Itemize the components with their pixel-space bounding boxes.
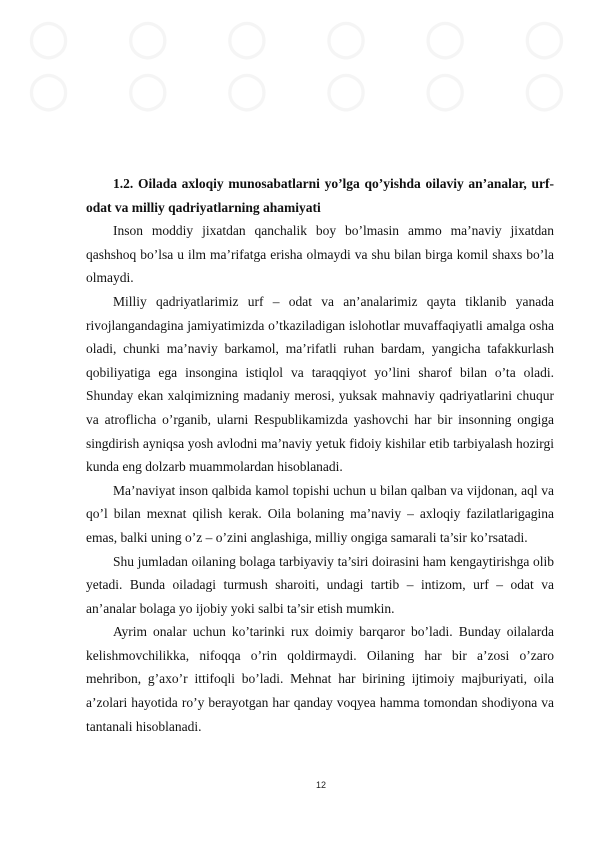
paragraph: Ma’naviyat inson qalbida kamol topishi uchun u bilan qalban va vijdonan, aql va qo’l bilan mexnat qilish kerak. Oila bolaning ma’naviy – axloqiy fazilatlarigagina emas, balki uning o’z – o’zini anglashiga, milliy ongiga samarali ta’sir ko’rsatadi. [86, 482, 554, 545]
page-number: 12 [315, 780, 326, 790]
watermark-pattern [0, 18, 595, 58]
paragraph: Ayrim onalar uchun ko’tarinki rux doimiy barqaror bo’ladi. Bunday oilalarda kelishmovchilikka, nifoqqa o’rin qoldirmaydi. Oilaning har bir a’zosi o’zaro mehribon, g’axo’r ittifoqli bo’ladi. Mehnat har birining ijtimoiy majburiyati, oila a’zolari hayotida ro’y berayotgan har qanday voqyea hamma tomondan shodiyona va tantanali hisoblanadi. [86, 624, 554, 734]
paragraph: Shu jumladan oilaning bolaga tarbiyaviy ta’siri doirasini ham kengaytirishga olib yetadi. Bunda oiladagi turmush sharoiti, undagi tartib – intizom, urf – odat va an’analar bolaga yo ijobiy yoki salbi ta’sir etish mumkin. [86, 553, 554, 616]
watermark-pattern [0, 70, 595, 110]
paragraph: Inson moddiy jixatdan qanchalik boy bo’lmasin ammo ma’naviy jixatdan qashshoq bo’lsa u ilm ma’rifatga erisha olmaydi va shu bilan birga komil shaxs bo’la olmaydi. [86, 223, 554, 286]
document-body [86, 172, 554, 738]
section-heading: 1.2. Oilada axloqiy munosabatlarni yo’lga qo’yishda oilaviy an’analar, urf-odat va milliy qadriyatlarning ahamiyati [86, 176, 554, 215]
paragraph: Milliy qadriyatlarimiz urf – odat va an’analarimiz qayta tiklanib yanada rivojlangandagina jamiyatimizda o’tkaziladigan islohotlar muvaffaqiyatli amalga osha oladi, chunki ma’naviy barkamol, ma’rifatli ruhan bardam, yangicha tafakkurlash qobiliyatiga ega insongina istiqlol va taraqqiyot yo’lini sharof bilan o’ta oladi. Shunday ekan xalqimizning madaniy merosi, yuksak mahnaviy qadriyatlarini chuqur va atroflicha o’rganib, ularni Respublikamizda yashovchi har bir insonning ongiga singdirish ayniqsa yosh avlodni ma’naviy yetuk fidoiy kishilar etib tarbiyalash hozirgi kunda eng dolzarb muammolardan hisoblanadi. [86, 293, 554, 475]
